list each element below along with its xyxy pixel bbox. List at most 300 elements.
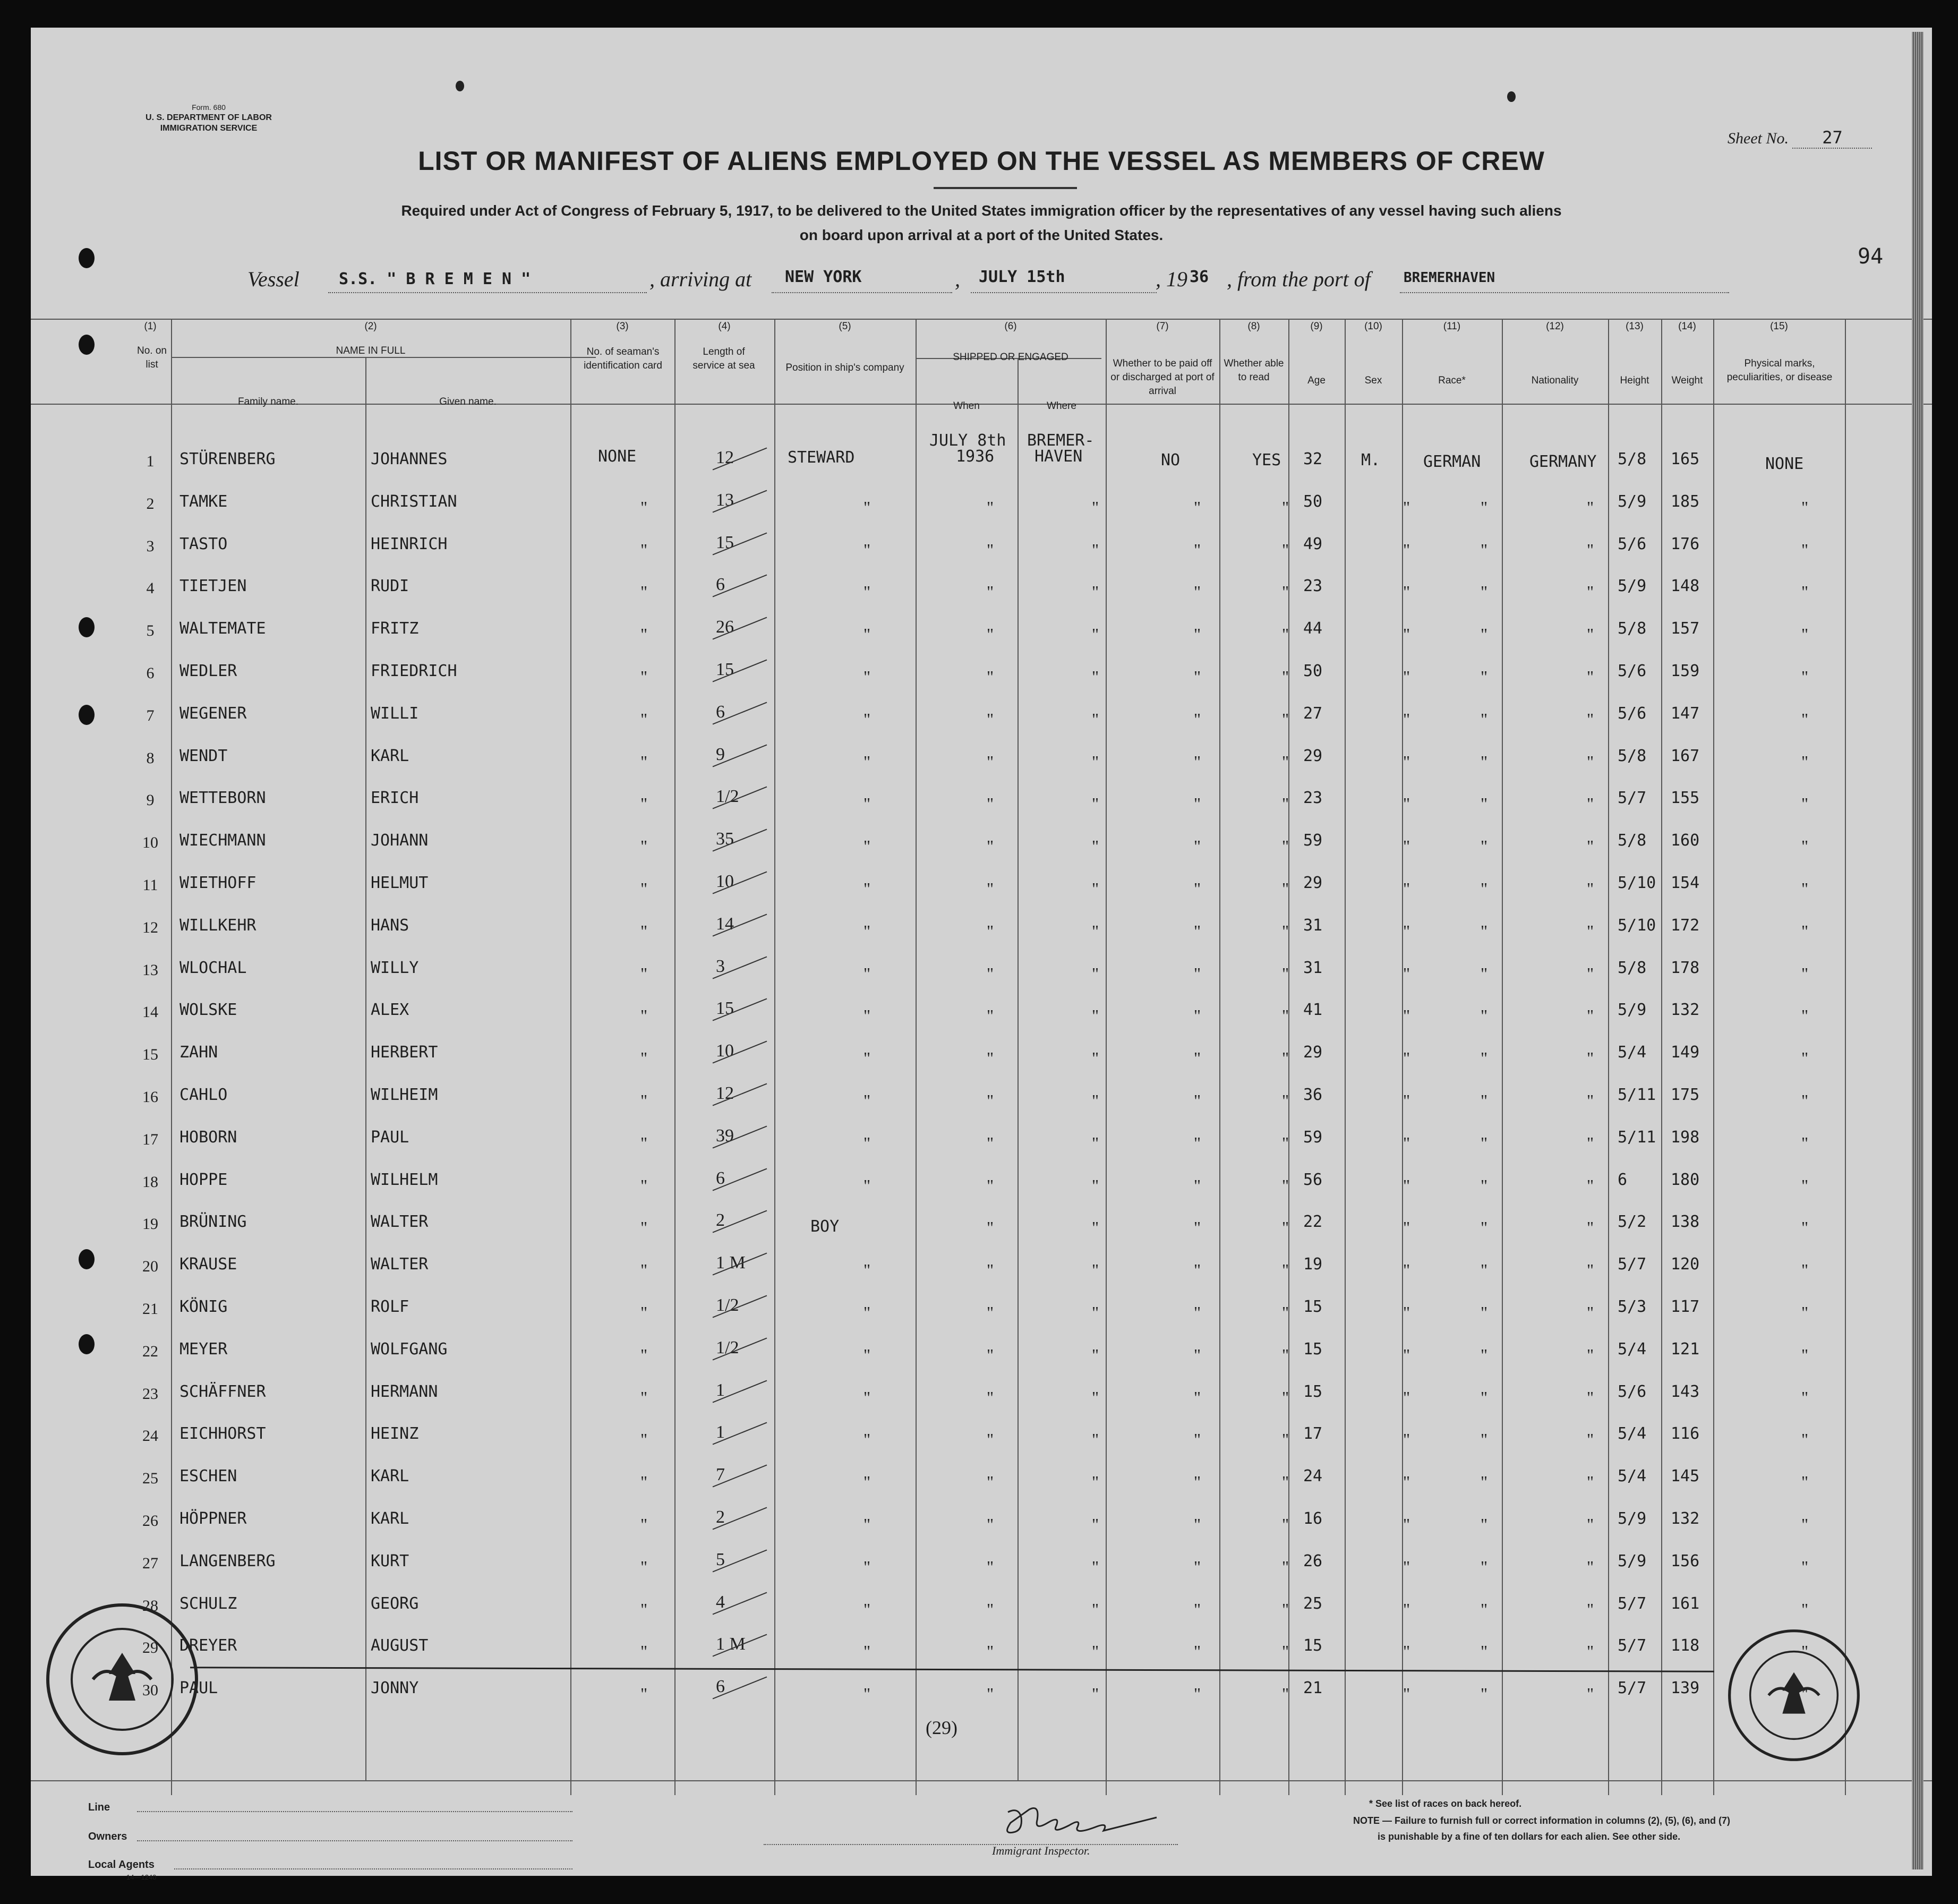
ditto-where: ": [1092, 498, 1099, 517]
col-rule: [1661, 319, 1662, 1795]
ditto-position: ": [863, 1472, 871, 1491]
ditto-when: ": [987, 1176, 994, 1195]
family-name: WIECHMANN: [179, 831, 266, 850]
ditto-race: ": [1481, 1133, 1488, 1152]
ditto-seaman-id: ": [640, 1218, 648, 1237]
ditto-nationality: ": [1587, 1684, 1594, 1703]
service: IMMIGRATION SERVICE: [160, 124, 258, 133]
given-name: ALEX: [371, 1001, 409, 1019]
total-count: (29): [926, 1717, 957, 1738]
length-of-service: 2: [716, 1507, 725, 1527]
row-number: 15: [142, 1046, 158, 1063]
ditto-physical: ": [1801, 625, 1809, 644]
age: 56: [1303, 1171, 1323, 1189]
ditto-physical: ": [1801, 1303, 1809, 1322]
ditto-sex: ": [1403, 1515, 1410, 1534]
ditto-read: ": [1282, 1515, 1289, 1534]
family-name: ESCHEN: [179, 1467, 237, 1485]
weight: 149: [1671, 1043, 1700, 1062]
ditto-sex: ": [1403, 1260, 1410, 1279]
ditto-when: ": [987, 1388, 994, 1407]
col-rule: [916, 319, 917, 1795]
col-number: (5): [839, 321, 851, 332]
ditto-paid-off: ": [1194, 794, 1201, 813]
height: 6: [1618, 1171, 1628, 1189]
ditto-race: ": [1481, 1388, 1488, 1407]
col-number: (12): [1546, 321, 1564, 332]
age: 36: [1303, 1086, 1323, 1104]
ditto-paid-off: ": [1194, 1176, 1201, 1195]
footer-agents-label: Local Agents: [88, 1859, 155, 1871]
ditto-seaman-id: ": [640, 1303, 648, 1322]
ditto-where: ": [1092, 1557, 1099, 1576]
table-bottom-rule: [31, 1780, 1932, 1781]
col-rule: [674, 319, 676, 1795]
ditto-read: ": [1282, 1133, 1289, 1152]
col-rule: [171, 319, 172, 1795]
row-number: 9: [146, 791, 155, 809]
ditto-when: ": [987, 1303, 994, 1322]
height: 5/4: [1618, 1467, 1647, 1485]
height: 5/4: [1618, 1340, 1647, 1359]
ditto-when: ": [987, 1642, 994, 1661]
ditto-sex: ": [1403, 1048, 1410, 1068]
given-name: HERMANN: [371, 1382, 438, 1401]
ditto-when: ": [987, 1218, 994, 1237]
ditto-race: ": [1481, 1048, 1488, 1068]
family-name: TAMKE: [179, 492, 228, 511]
footer-agents-rule: [174, 1868, 572, 1869]
ditto-where: ": [1092, 921, 1099, 941]
age: 59: [1303, 1128, 1323, 1147]
when-line-2: 1936: [956, 447, 995, 466]
ditto-where: ": [1092, 1684, 1099, 1703]
height: 5/9: [1618, 1509, 1647, 1528]
ditto-nationality: ": [1587, 921, 1594, 941]
header-family-name: Family name.: [237, 396, 299, 407]
family-name: KRAUSE: [179, 1255, 237, 1274]
height: 5/11: [1618, 1128, 1656, 1147]
page-title: LIST OR MANIFEST OF ALIENS EMPLOYED ON THE VESSEL AS MEMBERS OF CREW: [418, 146, 1545, 176]
row-number: 24: [142, 1427, 158, 1445]
ditto-when: ": [987, 921, 994, 941]
col-rule: [1713, 319, 1714, 1795]
given-name: WALTER: [371, 1213, 429, 1231]
subtitle-line-2: on board upon arrival at a port of the United States.: [799, 227, 1164, 243]
ditto-read: ": [1282, 1006, 1289, 1025]
age: 27: [1303, 704, 1323, 723]
ditto-sex: ": [1403, 1091, 1410, 1110]
length-of-service: 5: [716, 1550, 725, 1569]
age: 23: [1303, 577, 1323, 595]
header-no-on-list: No. on list: [137, 345, 167, 370]
weight: 172: [1671, 916, 1700, 935]
age: 50: [1303, 492, 1323, 511]
where-line-2: HAVEN: [1034, 447, 1083, 466]
ditto-position: ": [863, 667, 871, 686]
row-number: 8: [146, 749, 155, 767]
ditto-paid-off: ": [1194, 540, 1201, 559]
ditto-nationality: ": [1587, 752, 1594, 771]
ditto-paid-off: ": [1194, 667, 1201, 686]
ditto-position: ": [863, 582, 871, 601]
ditto-where: ": [1092, 1642, 1099, 1661]
ditto-when: ": [987, 1133, 994, 1152]
given-name: HEINRICH: [371, 535, 448, 553]
ditto-where: ": [1092, 1515, 1099, 1534]
col-number: (8): [1247, 321, 1260, 332]
row-number: 14: [142, 1003, 158, 1021]
ditto-nationality: ": [1587, 794, 1594, 813]
height: 5/9: [1618, 1001, 1647, 1019]
ditto-position: ": [863, 1430, 871, 1449]
ditto-when: ": [987, 1048, 994, 1068]
ditto-race: ": [1481, 1557, 1488, 1576]
ditto-race: ": [1481, 1345, 1488, 1364]
family-name: TASTO: [179, 535, 228, 553]
ditto-where: ": [1092, 667, 1099, 686]
ditto-sex: ": [1403, 1006, 1410, 1025]
ditto-when: ": [987, 836, 994, 856]
ditto-where: ": [1092, 1472, 1099, 1491]
ditto-paid-off: ": [1194, 1091, 1201, 1110]
ditto-when: ": [987, 582, 994, 601]
ditto-read: ": [1282, 1388, 1289, 1407]
row-number: 18: [142, 1173, 158, 1191]
ditto-seaman-id: ": [640, 1133, 648, 1152]
ditto-where: ": [1092, 1006, 1099, 1025]
ditto-sex: ": [1403, 836, 1410, 856]
ditto-position: ": [863, 1091, 871, 1110]
ditto-read: ": [1282, 1260, 1289, 1279]
weight: 160: [1671, 831, 1700, 850]
given-name: HELMUT: [371, 874, 429, 892]
ditto-race: ": [1481, 836, 1488, 856]
length-of-service: 12: [716, 448, 734, 467]
ditto-position: ": [863, 1048, 871, 1068]
age: 29: [1303, 874, 1323, 892]
ditto-race: ": [1481, 498, 1488, 517]
weight: 132: [1671, 1509, 1700, 1528]
ditto-paid-off: ": [1194, 921, 1201, 941]
ditto-race: ": [1481, 625, 1488, 644]
col-rule: [1219, 319, 1220, 1795]
height: 5/11: [1618, 1086, 1656, 1104]
family-name: WENDT: [179, 747, 228, 765]
age: 32: [1303, 450, 1323, 468]
ditto-where: ": [1092, 1388, 1099, 1407]
ditto-seaman-id: ": [640, 1176, 648, 1195]
ditto-seaman-id: ": [640, 498, 648, 517]
length-of-service: 4: [716, 1592, 725, 1612]
crew-table: [31, 28, 1932, 1876]
header-when: When: [953, 400, 980, 412]
col-number: (10): [1364, 321, 1382, 332]
ditto-race: ": [1481, 582, 1488, 601]
ditto-read: ": [1282, 794, 1289, 813]
footer-owners-rule: [137, 1840, 572, 1841]
ditto-position: ": [863, 1684, 871, 1703]
ditto-where: ": [1092, 1091, 1099, 1110]
family-name: WILLKEHR: [179, 916, 256, 935]
weight: 132: [1671, 1001, 1700, 1019]
given-name: ERICH: [371, 789, 419, 807]
ditto-paid-off: ": [1194, 1388, 1201, 1407]
ditto-when: ": [987, 1091, 994, 1110]
ditto-paid-off: ": [1194, 1006, 1201, 1025]
height: 5/6: [1618, 704, 1647, 723]
family-name: SCHULZ: [179, 1594, 237, 1613]
ditto-seaman-id: ": [640, 1557, 648, 1576]
ditto-paid-off: ": [1194, 710, 1201, 729]
row-number: 27: [142, 1555, 158, 1572]
ditto-read: ": [1282, 582, 1289, 601]
ditto-read: ": [1282, 1684, 1289, 1703]
where-line-1: BREMER-: [1027, 431, 1095, 450]
ditto-race: ": [1481, 667, 1488, 686]
ditto-race: ": [1481, 794, 1488, 813]
family-name: SCHÄFFNER: [179, 1382, 266, 1401]
given-name: WOLFGANG: [371, 1340, 448, 1359]
ditto-race: ": [1481, 964, 1488, 983]
family-name: HOPPE: [179, 1171, 228, 1189]
manifest-page: [31, 28, 1932, 1881]
ditto-paid-off: ": [1194, 1260, 1201, 1279]
ditto-seaman-id: ": [640, 836, 648, 856]
length-of-service: 7: [716, 1465, 725, 1484]
given-name: KURT: [371, 1552, 409, 1570]
age: 15: [1303, 1382, 1323, 1401]
length-of-service: 1: [716, 1380, 725, 1400]
header-weight: Weight: [1671, 375, 1703, 386]
row-number: 12: [142, 919, 158, 936]
ditto-position: ": [863, 964, 871, 983]
ditto-nationality: ": [1587, 1388, 1594, 1407]
ditto-physical: ": [1801, 1430, 1809, 1449]
header-physical: Physical marks, peculiarities, or disease: [1726, 358, 1833, 383]
ditto-read: ": [1282, 710, 1289, 729]
ditto-sex: ": [1403, 794, 1410, 813]
ditto-where: ": [1092, 879, 1099, 898]
ditto-physical: ": [1801, 1684, 1809, 1703]
ditto-paid-off: ": [1194, 879, 1201, 898]
row-number: 28: [142, 1597, 158, 1615]
family-name: EICHHORST: [179, 1424, 266, 1443]
weight: 178: [1671, 959, 1700, 977]
ditto-sex: ": [1403, 1303, 1410, 1322]
footer-form-code: 14—1240: [126, 1873, 157, 1881]
year-prefix: , 19: [1156, 267, 1187, 291]
seal-stamp: [1725, 1626, 1863, 1764]
ditto-when: ": [987, 794, 994, 813]
ditto-nationality: ": [1587, 1048, 1594, 1068]
height: 5/7: [1618, 789, 1647, 807]
age: 19: [1303, 1255, 1323, 1274]
table-top-rule: [31, 319, 1932, 320]
length-of-service: 1/2: [716, 787, 739, 806]
ditto-paid-off: ": [1194, 1430, 1201, 1449]
ditto-when: ": [987, 540, 994, 559]
family-name: DREYER: [179, 1636, 237, 1655]
length-of-service: 1 M: [716, 1634, 746, 1654]
page-stack-edge: [1912, 32, 1923, 1869]
ditto-position: ": [863, 1642, 871, 1661]
ditto-physical: ": [1801, 1006, 1809, 1025]
given-name: WILHEIM: [371, 1086, 438, 1104]
ditto-sex: ": [1403, 625, 1410, 644]
ditto-when: ": [987, 1557, 994, 1576]
ditto-seaman-id: ": [640, 794, 648, 813]
ditto-seaman-id: ": [640, 1006, 648, 1025]
height: 5/7: [1618, 1255, 1647, 1274]
ditto-seaman-id: ": [640, 1430, 648, 1449]
length-of-service: 1/2: [716, 1295, 739, 1315]
height: 5/7: [1618, 1594, 1647, 1613]
ditto-sex: ": [1403, 1430, 1410, 1449]
ditto-where: ": [1092, 1260, 1099, 1279]
ditto-read: ": [1282, 667, 1289, 686]
ditto-read: ": [1282, 1091, 1289, 1110]
ditto-when: ": [987, 1430, 994, 1449]
col-rule: [1018, 358, 1019, 1780]
ditto-read: ": [1282, 1218, 1289, 1237]
given-name: KARL: [371, 1509, 409, 1528]
age: 21: [1303, 1679, 1323, 1697]
family-name: WLOCHAL: [179, 959, 247, 977]
ditto-position: ": [863, 879, 871, 898]
length-of-service: 6: [716, 1677, 725, 1696]
ditto-paid-off: ": [1194, 1133, 1201, 1152]
ditto-race: ": [1481, 1642, 1488, 1661]
ditto-seaman-id: ": [640, 1260, 648, 1279]
weight: 198: [1671, 1128, 1700, 1147]
ditto-race: ": [1481, 1176, 1488, 1195]
ditto-position: ": [863, 540, 871, 559]
length-of-service: 13: [716, 490, 734, 510]
from-label: , from the port of: [1227, 267, 1371, 291]
ditto-position: ": [863, 1515, 871, 1534]
family-name: WOLSKE: [179, 1001, 237, 1019]
age: 26: [1303, 1552, 1323, 1570]
footer-owners-label: Owners: [88, 1831, 127, 1842]
length-of-service: 15: [716, 533, 734, 552]
given-name: JOHANNES: [371, 450, 448, 468]
consulate-seal-left: [42, 1600, 202, 1762]
col-rule: [1845, 319, 1846, 1795]
header-name-in-full: NAME IN FULL: [336, 345, 406, 356]
length-of-service: 1 M: [716, 1253, 746, 1273]
given-name: AUGUST: [371, 1636, 429, 1655]
row-number: 25: [142, 1470, 158, 1487]
ditto-when: ": [987, 625, 994, 644]
col-rule: [1345, 319, 1346, 1795]
ditto-when: ": [987, 498, 994, 517]
ditto-when: ": [987, 1600, 994, 1619]
ditto-race: ": [1481, 1303, 1488, 1322]
header-position: Position in ship's company: [785, 362, 904, 373]
family-name: ZAHN: [179, 1043, 218, 1062]
ditto-paid-off: ": [1194, 1600, 1201, 1619]
ditto-read: ": [1282, 625, 1289, 644]
ditto-seaman-id: ": [640, 1048, 648, 1068]
comma: ,: [955, 267, 960, 291]
ditto-nationality: ": [1587, 1303, 1594, 1322]
ditto-race: ": [1481, 1684, 1488, 1703]
ditto-paid-off: ": [1194, 1515, 1201, 1534]
ditto-nationality: ": [1587, 1091, 1594, 1110]
age: 15: [1303, 1636, 1323, 1655]
paid-off-no: NO: [1161, 451, 1181, 469]
corner-number: 94: [1858, 244, 1884, 269]
length-of-service: 3: [716, 957, 725, 976]
ditto-physical: ": [1801, 1642, 1809, 1661]
ditto-physical: ": [1801, 1600, 1809, 1619]
given-name: HEINZ: [371, 1424, 419, 1443]
physical-none: NONE: [1765, 455, 1804, 473]
ditto-nationality: ": [1587, 1430, 1594, 1449]
age: 41: [1303, 1001, 1323, 1019]
ditto-position: ": [863, 625, 871, 644]
given-name: WILLI: [371, 704, 419, 723]
col-number: (6): [1004, 321, 1017, 332]
row-number: 26: [142, 1512, 158, 1530]
col-rule: [365, 357, 366, 1780]
ditto-read: ": [1282, 964, 1289, 983]
ditto-seaman-id: ": [640, 710, 648, 729]
ditto-position: ": [863, 794, 871, 813]
length-of-service: 6: [716, 702, 725, 722]
height: 5/6: [1618, 662, 1647, 680]
ditto-sex: ": [1403, 879, 1410, 898]
ditto-nationality: ": [1587, 1600, 1594, 1619]
ditto-seaman-id: ": [640, 1345, 648, 1364]
ditto-read: ": [1282, 1600, 1289, 1619]
footer-line-label: Line: [88, 1801, 110, 1813]
length-of-service: 14: [716, 914, 734, 934]
row-number: 22: [142, 1343, 158, 1360]
ditto-read: ": [1282, 879, 1289, 898]
col-rule: [1608, 319, 1609, 1795]
ditto-read: ": [1282, 540, 1289, 559]
vessel-name: S.S. " B R E M E N ": [339, 270, 531, 288]
length-of-service: 6: [716, 1168, 725, 1188]
age: 17: [1303, 1424, 1323, 1443]
height: 5/9: [1618, 492, 1647, 511]
ditto-physical: ": [1801, 498, 1809, 517]
ditto-position: ": [863, 1303, 871, 1322]
ditto-position: ": [863, 1176, 871, 1195]
footer-line-rule: [137, 1811, 572, 1812]
note-2: is punishable by a fine of ten dollars for each alien. See other side.: [1378, 1831, 1681, 1842]
ditto-physical: ": [1801, 710, 1809, 729]
ditto-paid-off: ": [1194, 1642, 1201, 1661]
ditto-paid-off: ": [1194, 1218, 1201, 1237]
weight: 154: [1671, 874, 1700, 892]
inspector-signature-rule: [764, 1844, 1178, 1845]
ditto-position: ": [863, 1260, 871, 1279]
age: 29: [1303, 747, 1323, 765]
ditto-race: ": [1481, 1006, 1488, 1025]
header-age: Age: [1307, 375, 1326, 386]
ditto-read: ": [1282, 836, 1289, 856]
ditto-paid-off: ": [1194, 1048, 1201, 1068]
col-number: (9): [1310, 321, 1323, 332]
col-rule: [570, 319, 571, 1795]
ditto-seaman-id: ": [640, 1515, 648, 1534]
height: 5/8: [1618, 619, 1647, 638]
family-name: HÖPPNER: [179, 1509, 247, 1528]
ditto-nationality: ": [1587, 498, 1594, 517]
